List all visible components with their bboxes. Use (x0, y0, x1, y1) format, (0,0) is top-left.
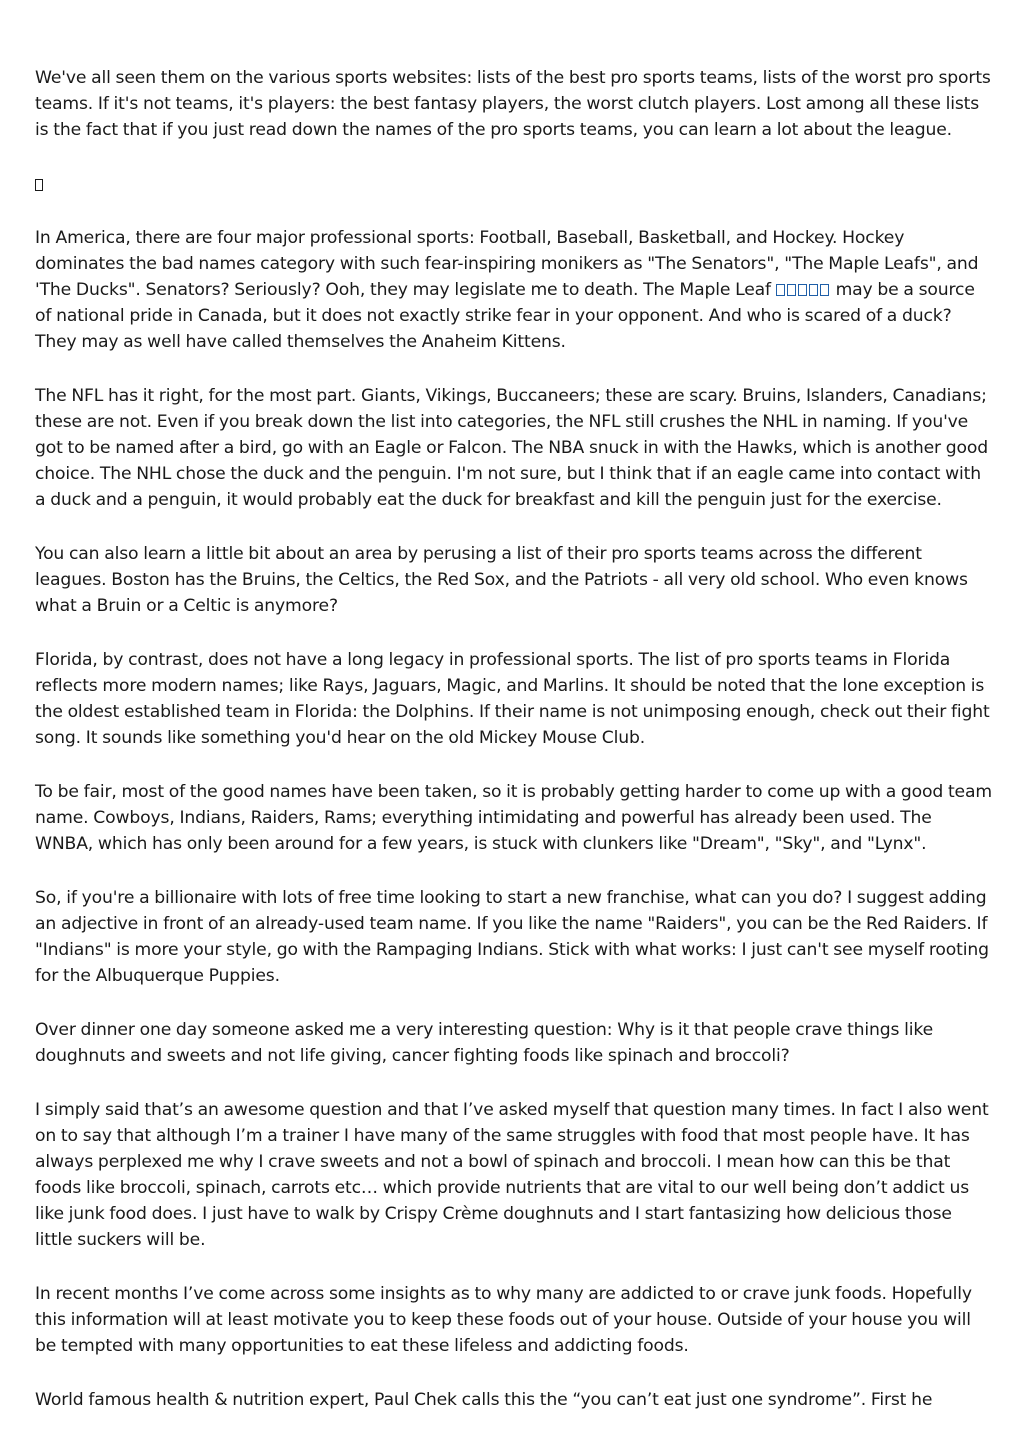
document-page (35, 65, 993, 1441)
paragraph-billionaire: So, if you're a billionaire with lots of free time looking to start a new franchise, what can you do? I suggest adding an adjective in front of an already-used team name. If you like the name "Raiders", you can be the Red Raiders. If "Indians" is more your style, go with the Rampaging Indians. Stick with what works: I just can't see myself rooting for the Albuquerque Puppies. (35, 888, 989, 986)
paragraph-junk-food: In recent months I’ve come across some insights as to why many are addicted to or crave junk foods. Hopefully this information will at least motivate you to keep these foods out of your house. Outside of your house you will be tempted with many opportunities to eat these lifeless and addicting foods. (35, 1284, 972, 1356)
missing-glyph-icon (809, 284, 818, 296)
missing-glyph-icon (35, 179, 43, 191)
paragraph-boston: You can also learn a little bit about an area by perusing a list of their pro sports teams across the different leagues. Boston has the Bruins, the Celtics, the Red Sox, and the Patriots - all very old school. Who even knows what a Bruin or a Celtic is anymore? (35, 544, 968, 616)
paragraph-paul-chek: World famous health & nutrition expert, Paul Chek calls this the “you can’t eat just one syndrome”. First he (35, 1390, 933, 1410)
paragraph-hockey-names (35, 225, 993, 355)
paragraph-nfl: The NFL has it right, for the most part. Giants, Vikings, Buccaneers; these are scary. Bruins, Islanders, Canadians; these are not. Even if you break down the list into categories, the NFL still crushes the NHL in naming. If you've got to be named after a bird, go with an Eagle or Falcon. The NBA snuck in with the Hawks, which is another good choice. The NHL chose the duck and the penguin. I'm not sure, but I think that if an eagle came into contact with a duck and a penguin, it would probably eat the duck for breakfast and kill the penguin just for the exercise. (35, 386, 989, 510)
glyph-line (35, 171, 993, 197)
maple-leaf-link[interactable] (776, 280, 831, 300)
missing-glyph-icon (787, 284, 796, 296)
paragraph-intro: We've all seen them on the various sports websites: lists of the best pro sports teams, lists of the worst pro sports teams. If it's not teams, it's players: the best fantasy players, the worst clutch players. Lost among all these lists is the fact that if you just read down the names of the pro sports teams, you can learn a lot about the league. (35, 68, 991, 140)
paragraph-good-names: To be fair, most of the good names have been taken, so it is probably getting harder to come up with a good team name. Cowboys, Indians, Raiders, Rams; everything intimidating and powerful has already been used. The WNBA, which has only been around for a few years, is stuck with clunkers like "Dream", "Sky", and "Lynx". (35, 782, 992, 854)
missing-glyph-icon (776, 284, 785, 296)
missing-glyph-icon (820, 284, 829, 296)
paragraph-dinner-question: Over dinner one day someone asked me a very interesting question: Why is it that people crave things like doughnuts and sweets and not life giving, cancer fighting foods like spinach and broccoli? (35, 1020, 934, 1066)
paragraph-florida: Florida, by contrast, does not have a long legacy in professional sports. The list of pro sports teams in Florida reflects more modern names; like Rays, Jaguars, Magic, and Marlins. It should be noted that the lone exception is the oldest established team in Florida: the Dolphins. If their name is not unimposing enough, check out their fight song. It sounds like something you'd hear on the old Mickey Mouse Club. (35, 650, 990, 748)
paragraph-trainer: I simply said that’s an awesome question and that I’ve asked myself that question many times. In fact I also went on to say that although I’m a trainer I have many of the same struggles with food that most people have. It has always perplexed me why I crave sweets and not a bowl of spinach and broccoli. I mean how can this be that foods like broccoli, spinach, carrots etc… which provide nutrients that are vital to our well being don’t addict us like junk food does. I just have to walk by Crispy Crème doughnuts and I start fantasizing how delicious those little suckers will be. (35, 1100, 989, 1250)
link-glyphs (776, 277, 831, 303)
missing-glyph-icon (798, 284, 807, 296)
paragraph-text: In America, there are four major professional sports: Football, Baseball, Basketball, and Hockey. Hockey dominates the bad names category with such fear-inspiring monikers as "The Senators", "The Maple Leafs", and 'The Ducks". Senators? Seriously? Ooh, they may legislate me to death. The Maple Leaf (35, 228, 979, 300)
paragraph-text: may be a source of national pride in Canada, but it does not exactly strike fear in your opponent. And who is scared of a duck? They may as well have called themselves the Anaheim Kittens. (35, 280, 975, 352)
